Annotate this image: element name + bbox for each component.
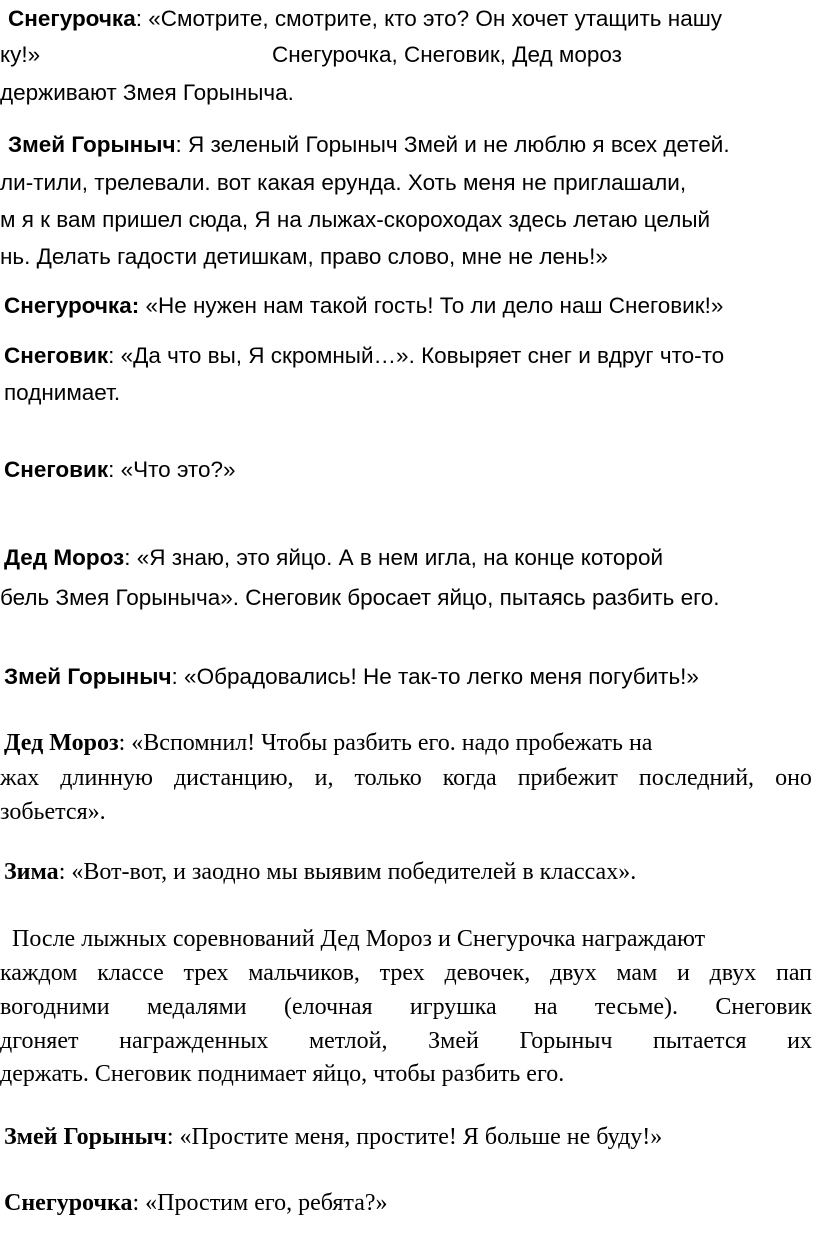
- line-11: Снеговик: «Что это?»: [4, 457, 236, 482]
- line-13: бель Змея Горыныча». Снеговик бросает яйцо, пытаясь разбить его.: [0, 585, 720, 610]
- line-22: дгоняет награжденных метлой, Змей Горыныч пытается их: [0, 1028, 812, 1054]
- line-4: Змей Горыныч: Я зеленый Горыныч Змей и не люблю я всех детей.: [8, 132, 730, 157]
- line-6: м я к вам пришел сюда, Я на лыжах-скороходах здесь летаю целый: [0, 207, 711, 232]
- speaker-name: Снегурочка:: [4, 293, 140, 318]
- line-12: Дед Мороз: «Я знаю, это яйцо. А в нем игла, на конце которой: [4, 545, 664, 570]
- line-25: Снегурочка: «Простим его, ребята?»: [4, 1190, 388, 1216]
- speaker-name: Дед Мороз: [4, 545, 125, 570]
- line-17: зобьется».: [0, 799, 106, 825]
- line-14: Змей Горыныч: «Обрадовались! Не так-то легко меня погубить!»: [4, 664, 699, 689]
- line-24: Змей Горыныч: «Простите меня, простите! Я больше не буду!»: [4, 1124, 663, 1150]
- line-5: ли-тили, трелевали. вот какая ерунда. Хоть меня не приглашали,: [0, 170, 687, 195]
- speaker-name: Зима: [4, 859, 59, 885]
- line-2-stage-direction: Снегурочка, Снеговик, Дед мороз: [272, 42, 622, 67]
- line-18: Зима: «Вот-вот, и заодно мы выявим победителей в классах».: [4, 859, 637, 885]
- speaker-name: Снегурочка: [8, 6, 136, 31]
- line-2: ку!»: [0, 42, 41, 67]
- line-15: Дед Мороз: «Вспомнил! Чтобы разбить его. надо пробежать на: [4, 730, 653, 756]
- line-9: Снеговик: «Да что вы, Я скромный…». Ковыряет снег и вдруг что-то: [4, 343, 725, 368]
- speaker-name: Снегурочка: [4, 1190, 133, 1216]
- line-16: жах длинную дистанцию, и, только когда прибежит последний, оно: [0, 765, 812, 791]
- line-8: Снегурочка: «Не нужен нам такой гость! То ли дело наш Снеговик!»: [4, 293, 724, 318]
- speaker-name: Дед Мороз: [4, 730, 119, 756]
- line-20: каждом классе трех мальчиков, трех девочек, двух мам и двух пап: [0, 960, 812, 986]
- speaker-name: Снеговик: [4, 343, 109, 368]
- speaker-name: Змей Горыныч: [8, 132, 176, 157]
- line-21: вогодними медалями (елочная игрушка на тесьме). Снеговик: [0, 994, 812, 1020]
- line-19: После лыжных соревнований Дед Мороз и Снегурочка награждают: [0, 926, 706, 952]
- line-10: поднимает.: [4, 380, 121, 405]
- speaker-name: Змей Горыныч: [4, 1124, 167, 1150]
- line-3: держивают Змея Горыныча.: [0, 80, 294, 105]
- speaker-name: Змей Горыныч: [4, 664, 172, 689]
- line-23: держать. Снеговик поднимает яйцо, чтобы разбить его.: [0, 1061, 565, 1087]
- line-1: Снегурочка: «Смотрите, смотрите, кто это? Он хочет утащить нашу: [8, 6, 723, 31]
- speaker-name: Снеговик: [4, 457, 109, 482]
- line-7: нь. Делать гадости детишкам, право слово, мне не лень!»: [0, 244, 608, 269]
